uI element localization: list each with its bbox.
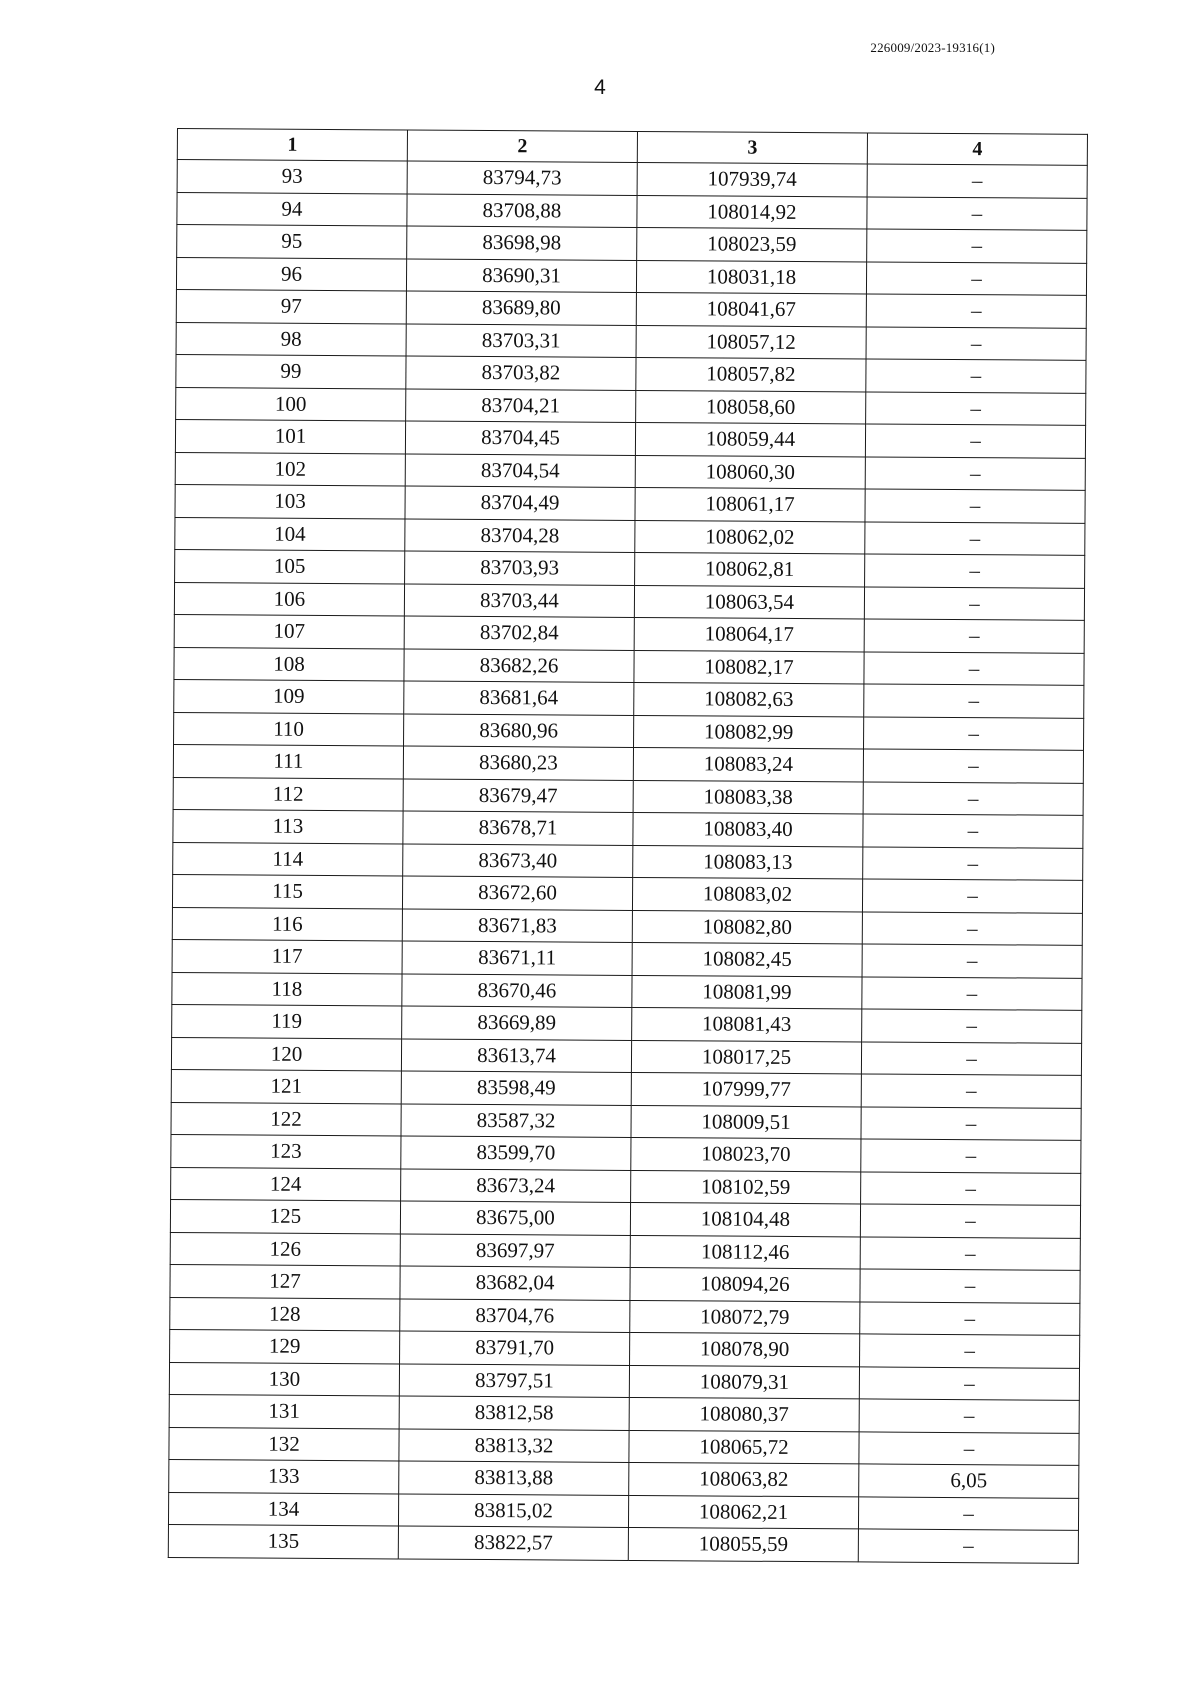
table-cell-col-3: 108082,80 (632, 910, 862, 944)
table-cell-col-4: – (862, 944, 1082, 978)
table-cell-col-1: 109 (174, 679, 404, 713)
table-cell-col-3: 108082,45 (632, 942, 862, 976)
table-cell-col-4: – (858, 1529, 1078, 1563)
table-cell-col-2: 83703,82 (406, 356, 636, 390)
table-cell-col-4: – (864, 651, 1084, 685)
table-cell-col-1: 98 (176, 322, 406, 356)
table-cell-col-3: 108082,99 (634, 715, 864, 749)
table-cell-col-4: – (859, 1399, 1079, 1433)
table-cell-col-1: 113 (173, 809, 403, 843)
table-cell-col-2: 83797,51 (399, 1363, 629, 1397)
table-cell-col-2: 83672,60 (402, 876, 632, 910)
table-cell-col-4: – (865, 424, 1085, 458)
table-cell-col-1: 106 (174, 582, 404, 616)
table-cell-col-3: 108104,48 (630, 1202, 860, 1236)
table-cell-col-2: 83794,73 (407, 161, 637, 195)
coordinates-table (168, 128, 1088, 1563)
table-cell-col-1: 134 (168, 1492, 398, 1526)
table-cell-col-1: 120 (171, 1037, 401, 1071)
table-cell-col-4: 6,05 (859, 1464, 1079, 1498)
table-cell-col-4: – (867, 196, 1087, 230)
table-cell-col-2: 83704,28 (405, 518, 635, 552)
table-cell-col-3: 108009,51 (631, 1105, 861, 1139)
table-cell-col-4: – (866, 294, 1086, 328)
table-cell-col-1: 118 (172, 972, 402, 1006)
table-cell-col-4: – (863, 846, 1083, 880)
table-cell-col-3: 108083,02 (632, 877, 862, 911)
table-cell-col-2: 83704,21 (406, 388, 636, 422)
table-cell-col-1: 99 (176, 354, 406, 388)
table-cell-col-1: 117 (172, 939, 402, 973)
table-cell-col-1: 119 (172, 1004, 402, 1038)
document-reference: 226009/2023-19316(1) (870, 40, 995, 55)
table-cell-col-3: 108062,02 (635, 520, 865, 554)
table-cell-col-4: – (863, 814, 1083, 848)
table-cell-col-1: 93 (177, 160, 407, 194)
table-body (168, 160, 1087, 1563)
table-cell-col-3: 108062,81 (635, 552, 865, 586)
table-cell-col-3: 108014,92 (637, 195, 867, 229)
table-cell-col-3: 108078,90 (630, 1332, 860, 1366)
page-number: 4 (594, 76, 606, 99)
table-cell-col-1: 121 (171, 1069, 401, 1103)
table-cell-col-2: 83704,49 (405, 486, 635, 520)
table-cell-col-3: 108072,79 (630, 1300, 860, 1334)
table-cell-col-4: – (858, 1496, 1078, 1530)
table-cell-col-4: – (863, 781, 1083, 815)
table-cell-col-1: 127 (170, 1264, 400, 1298)
table-cell-col-3: 108081,99 (632, 975, 862, 1009)
table-cell-col-1: 124 (171, 1167, 401, 1201)
table-cell-col-3: 108062,21 (628, 1495, 858, 1529)
table-cell-col-2: 83670,46 (402, 973, 632, 1007)
table-cell-col-2: 83587,32 (401, 1103, 631, 1137)
table-cell-col-4: – (866, 359, 1086, 393)
table-cell-col-2: 83689,80 (406, 291, 636, 325)
table-cell-col-3: 108063,82 (629, 1462, 859, 1496)
table-cell-col-3: 108023,70 (631, 1137, 861, 1171)
table-cell-col-2: 83671,83 (402, 908, 632, 942)
column-header-3: 3 (637, 131, 867, 163)
table-cell-col-1: 94 (177, 192, 407, 226)
table-cell-col-2: 83815,02 (398, 1493, 628, 1527)
table-cell-col-4: – (862, 1009, 1082, 1043)
table-cell-col-1: 131 (169, 1394, 399, 1428)
table-cell-col-3: 108083,38 (633, 780, 863, 814)
table-cell-col-4: – (861, 1171, 1081, 1205)
table-cell-col-2: 83704,76 (400, 1298, 630, 1332)
table-cell-col-3: 108061,17 (635, 487, 865, 521)
table-cell-col-4: – (865, 521, 1085, 555)
table-cell-col-2: 83812,58 (399, 1396, 629, 1430)
table-cell-col-3: 108083,13 (633, 845, 863, 879)
table-cell-col-1: 105 (175, 549, 405, 583)
table-cell-col-3: 108112,46 (630, 1235, 860, 1269)
table-cell-col-3: 108083,40 (633, 812, 863, 846)
table-cell-col-3: 108057,82 (636, 357, 866, 391)
table-cell-col-3: 108079,31 (629, 1365, 859, 1399)
table-cell-col-2: 83690,31 (406, 258, 636, 292)
table-cell-col-1: 128 (170, 1297, 400, 1331)
table-cell-col-2: 83703,31 (406, 323, 636, 357)
table-cell-col-4: – (866, 391, 1086, 425)
column-header-1: 1 (177, 129, 407, 161)
table-cell-col-4: – (864, 586, 1084, 620)
table-cell-col-3: 108083,24 (633, 747, 863, 781)
table-cell-col-4: – (860, 1269, 1080, 1303)
table-cell-col-1: 123 (171, 1134, 401, 1168)
table-cell-col-2: 83681,64 (404, 681, 634, 715)
table-cell-col-2: 83673,24 (401, 1168, 631, 1202)
table-cell-col-1: 103 (175, 484, 405, 518)
table-cell-col-3: 108082,17 (634, 650, 864, 684)
table-cell-col-3: 108102,59 (631, 1170, 861, 1204)
table-cell-col-4: – (864, 684, 1084, 718)
table-cell-col-1: 111 (173, 744, 403, 778)
table-cell-col-4: – (861, 1041, 1081, 1075)
table-cell-col-3: 108060,30 (635, 455, 865, 489)
table-cell-col-4: – (865, 456, 1085, 490)
table-cell-col-1: 116 (172, 907, 402, 941)
table-cell-col-4: – (864, 716, 1084, 750)
table-cell-col-1: 110 (174, 712, 404, 746)
table-cell-col-4: – (861, 1139, 1081, 1173)
table-cell-col-1: 114 (173, 842, 403, 876)
table-cell-col-1: 133 (169, 1459, 399, 1493)
table-cell-col-2: 83791,70 (400, 1331, 630, 1365)
table-cell-col-2: 83822,57 (398, 1526, 628, 1560)
table-cell-col-4: – (859, 1366, 1079, 1400)
table-cell-col-2: 83682,26 (404, 648, 634, 682)
table-cell-col-2: 83702,84 (404, 616, 634, 650)
table-cell-col-4: – (865, 554, 1085, 588)
table-cell-col-3: 107939,74 (637, 162, 867, 196)
table-cell-col-1: 108 (174, 647, 404, 681)
table-cell-col-2: 83703,44 (404, 583, 634, 617)
table-cell-col-4: – (866, 326, 1086, 360)
table-cell-col-4: – (862, 911, 1082, 945)
table-cell-col-2: 83813,88 (399, 1461, 629, 1495)
table-cell-col-1: 97 (176, 289, 406, 323)
table-cell-col-1: 132 (169, 1427, 399, 1461)
table-cell-col-3: 108082,63 (634, 682, 864, 716)
table-cell-col-2: 83813,32 (399, 1428, 629, 1462)
table-cell-col-1: 107 (174, 614, 404, 648)
table-cell-col-4: – (860, 1204, 1080, 1238)
table-cell-col-4: – (861, 1106, 1081, 1140)
table-cell-col-2: 83675,00 (400, 1201, 630, 1235)
table-cell-col-3: 108057,12 (636, 325, 866, 359)
table-cell-col-1: 112 (173, 777, 403, 811)
table-cell-col-1: 130 (169, 1362, 399, 1396)
table-cell-col-2: 83673,40 (403, 843, 633, 877)
table-cell-col-4: – (860, 1236, 1080, 1270)
table-cell-col-3: 108058,60 (636, 390, 866, 424)
table-cell-col-4: – (866, 261, 1086, 295)
table-cell-col-3: 108063,54 (634, 585, 864, 619)
table-cell-col-3: 108055,59 (628, 1527, 858, 1561)
table-cell-col-2: 83599,70 (401, 1136, 631, 1170)
table-cell-col-1: 101 (175, 419, 405, 453)
table-cell-col-2: 83598,49 (401, 1071, 631, 1105)
table-cell-col-4: – (863, 749, 1083, 783)
table-cell-col-3: 108059,44 (635, 422, 865, 456)
column-header-2: 2 (407, 130, 637, 162)
table-cell-col-1: 104 (175, 517, 405, 551)
table-cell-col-2: 83704,54 (405, 453, 635, 487)
table-cell-col-2: 83679,47 (403, 778, 633, 812)
table-cell-col-4: – (862, 976, 1082, 1010)
table-cell-col-4: – (862, 879, 1082, 913)
table-cell-col-1: 95 (177, 225, 407, 259)
table-cell-col-2: 83680,23 (403, 746, 633, 780)
table-cell-col-2: 83698,98 (407, 226, 637, 260)
table-cell-col-2: 83669,89 (402, 1006, 632, 1040)
table-cell-col-4: – (865, 489, 1085, 523)
table-cell-col-3: 108031,18 (636, 260, 866, 294)
table-cell-col-4: – (864, 619, 1084, 653)
table-cell-col-4: – (861, 1074, 1081, 1108)
table-cell-col-3: 108017,25 (631, 1040, 861, 1074)
table-row (168, 1524, 1078, 1562)
table-cell-col-4: – (859, 1431, 1079, 1465)
table-cell-col-4: – (867, 229, 1087, 263)
table-cell-col-2: 83682,04 (400, 1266, 630, 1300)
table-cell-col-2: 83708,88 (407, 193, 637, 227)
table-cell-col-2: 83680,96 (404, 713, 634, 747)
table-cell-col-1: 122 (171, 1102, 401, 1136)
table-cell-col-3: 108064,17 (634, 617, 864, 651)
table-cell-col-1: 125 (170, 1199, 400, 1233)
table-cell-col-2: 83678,71 (403, 811, 633, 845)
table-cell-col-2: 83703,93 (405, 551, 635, 585)
table-cell-col-4: – (860, 1334, 1080, 1368)
table-cell-col-4: – (867, 164, 1087, 198)
table-cell-col-3: 108023,59 (637, 227, 867, 261)
table-cell-col-2: 83671,11 (402, 941, 632, 975)
table-cell-col-1: 135 (168, 1524, 398, 1558)
table-cell-col-4: – (860, 1301, 1080, 1335)
table-cell-col-2: 83613,74 (401, 1038, 631, 1072)
table-cell-col-3: 108041,67 (636, 292, 866, 326)
table-cell-col-1: 115 (172, 874, 402, 908)
table-cell-col-2: 83704,45 (405, 421, 635, 455)
table-cell-col-1: 126 (170, 1232, 400, 1266)
column-header-4: 4 (867, 133, 1087, 165)
table-cell-col-3: 108065,72 (629, 1430, 859, 1464)
table-cell-col-2: 83697,97 (400, 1233, 630, 1267)
table-cell-col-3: 107999,77 (631, 1072, 861, 1106)
table-cell-col-1: 102 (175, 452, 405, 486)
table-cell-col-3: 108094,26 (630, 1267, 860, 1301)
table-cell-col-1: 100 (176, 387, 406, 421)
table-cell-col-3: 108081,43 (632, 1007, 862, 1041)
table-cell-col-3: 108080,37 (629, 1397, 859, 1431)
table-cell-col-1: 129 (170, 1329, 400, 1363)
table-cell-col-1: 96 (176, 257, 406, 291)
